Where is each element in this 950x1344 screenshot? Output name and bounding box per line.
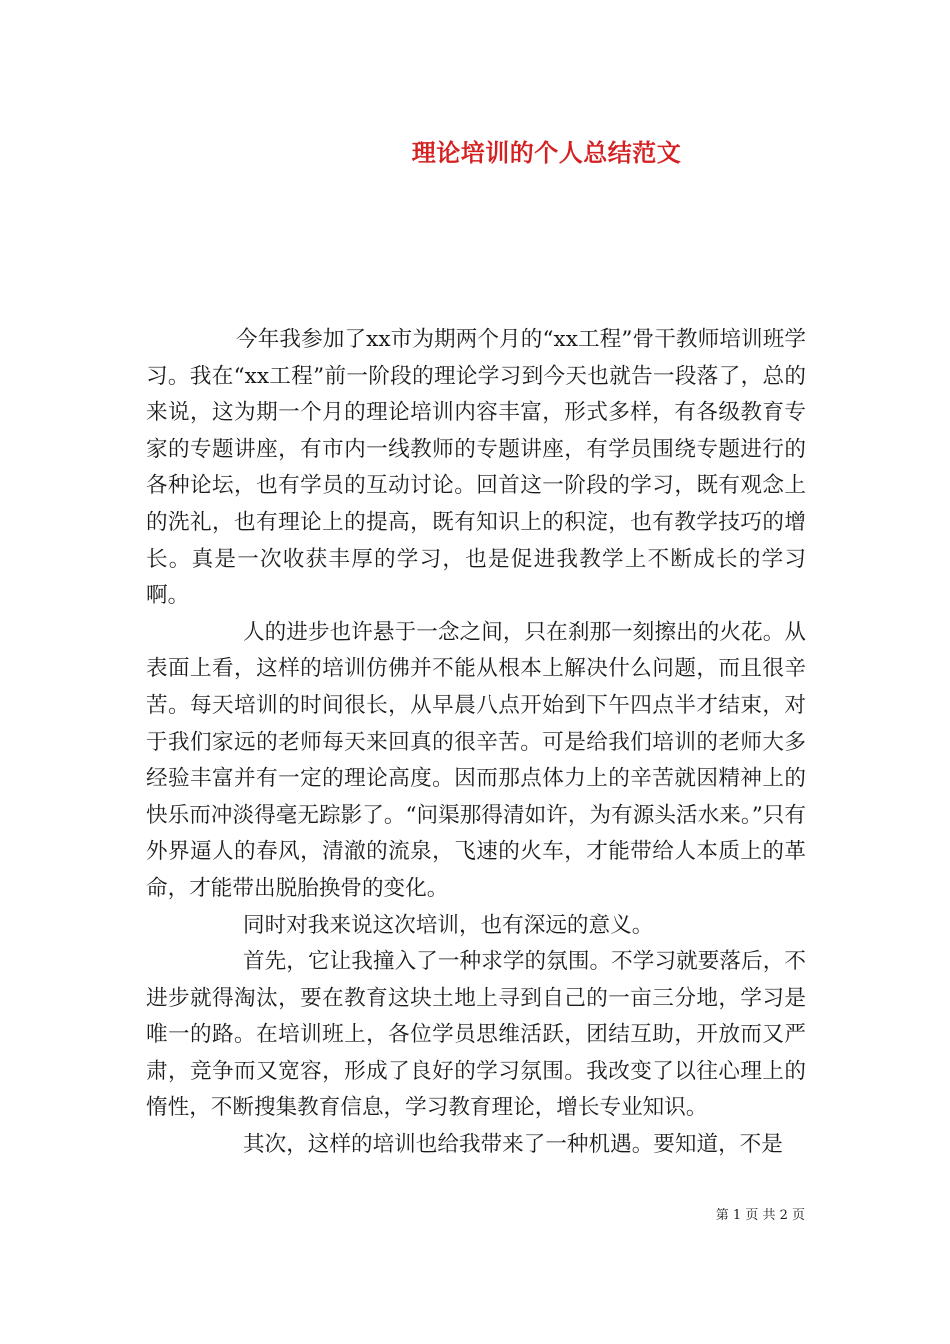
paragraph-2: 人的进步也许悬于一念之间，只在刹那一刻擦出的火花。从表面上看，这样的培训仿佛并不能从根本上解决什么问题，而且很辛苦。每天培训的时间很长，从早晨八点开始到下午四点半才结束，对于我们家远的老师每天来回真的很辛苦。可是给我们培训的老师大多经验丰富并有一定的理论高度。因而那点体力上的辛苦就因精神上的快乐而冲淡得毫无踪影了。“问渠那得清如许，为有源头活水来。”只有外界逼人的春风，清澈的流泉，飞速的火车，才能带给人本质上的革命，才能带出脱胎换骨的变化。	[146, 619, 806, 901]
document-title: 理论培训的个人总结范文	[411, 138, 682, 167]
paragraph-5: 其次，这样的培训也给我带来了一种机遇。要知道，不是	[243, 1132, 783, 1158]
paragraph-4: 首先，它让我撞入了一种求学的氛围。不学习就要落后，不进步就得淘汰，要在教育这块土地上寻到自己的一亩三分地，学习是唯一的路。在培训班上，各位学员思维活跃，团结互助，开放而又严肃，竞争而又宽容，形成了良好的学习氛围。我改变了以往心理上的惰性，不断搜集教育信息，学习教育理论，增长专业知识。	[146, 949, 806, 1121]
document-body	[146, 322, 806, 1164]
paragraph-3: 同时对我来说这次培训，也有深远的意义。	[243, 912, 654, 938]
paragraph-1: 今年我参加了xx市为期两个月的“xx工程”骨干教师培训班学习。我在“xx工程”前一阶段的理论学习到今天也就告一段落了，总的来说，这为期一个月的理论培训内容丰富，形式多样，有各级教育专家的专题讲座，有市内一线教师的专题讲座，有学员围绕专题进行的各种论坛，也有学员的互动讨论。回首这一阶段的学习，既有观念上的洗礼，也有理论上的提高，既有知识上的积淀，也有教学技巧的增长。真是一次收获丰厚的学习，也是促进我教学上不断成长的学习啊。	[146, 327, 806, 609]
page-number-footer: 第 1 页 共 2 页	[715, 1208, 805, 1223]
